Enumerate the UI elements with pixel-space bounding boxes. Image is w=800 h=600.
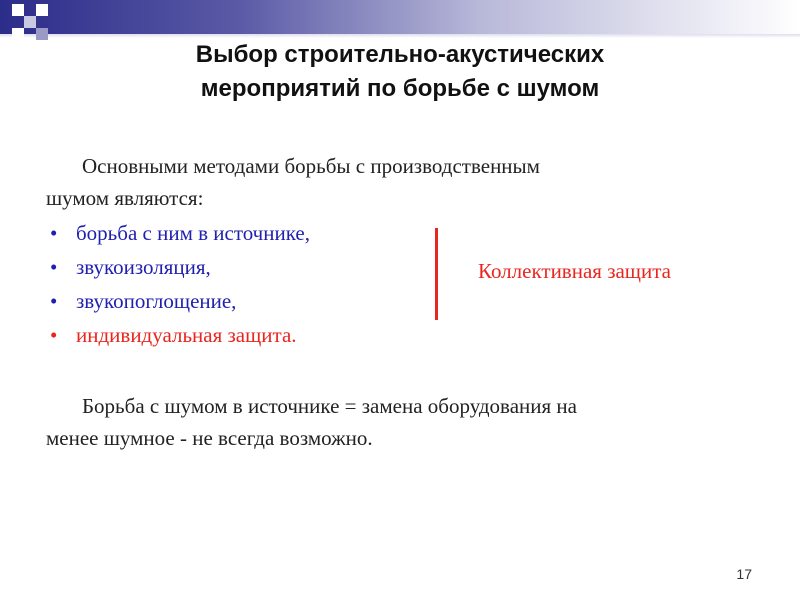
page-title <box>0 38 800 106</box>
method-label: звукопоглощение, <box>76 289 237 313</box>
list-item <box>46 318 310 352</box>
list-item <box>46 216 310 250</box>
grouping-bracket <box>435 228 438 320</box>
bullet-icon: • <box>50 255 58 279</box>
list-item <box>46 250 310 284</box>
conclusion-line-2: менее шумное - не всегда возможно. <box>46 426 373 450</box>
method-label: борьба с ним в источнике, <box>76 221 310 245</box>
intro-line-2: шумом являются: <box>46 186 204 210</box>
collective-protection-label: Коллективная защита <box>478 259 671 283</box>
header-gradient-bar <box>0 0 800 34</box>
methods-list <box>46 216 310 352</box>
method-label: индивидуальная защита. <box>76 323 297 347</box>
title-line-2: мероприятий по борьбе с шумом <box>200 75 600 102</box>
intro-line-1: Основными методами борьбы с производственным <box>82 154 540 178</box>
bullet-icon: • <box>50 289 58 313</box>
conclusion-paragraph <box>46 390 577 454</box>
list-item <box>46 284 310 318</box>
page-number: 17 <box>736 566 752 582</box>
title-line-1: Выбор строительно-акустических <box>195 41 605 68</box>
conclusion-line-1: Борьба с шумом в источнике = замена оборудования на <box>82 394 577 418</box>
bullet-icon: • <box>50 221 58 245</box>
intro-paragraph <box>46 150 540 214</box>
decor-square <box>36 4 48 16</box>
decor-square <box>24 16 36 28</box>
bullet-icon: • <box>50 323 58 347</box>
decor-square <box>12 4 24 16</box>
method-label: звукоизоляция, <box>76 255 211 279</box>
